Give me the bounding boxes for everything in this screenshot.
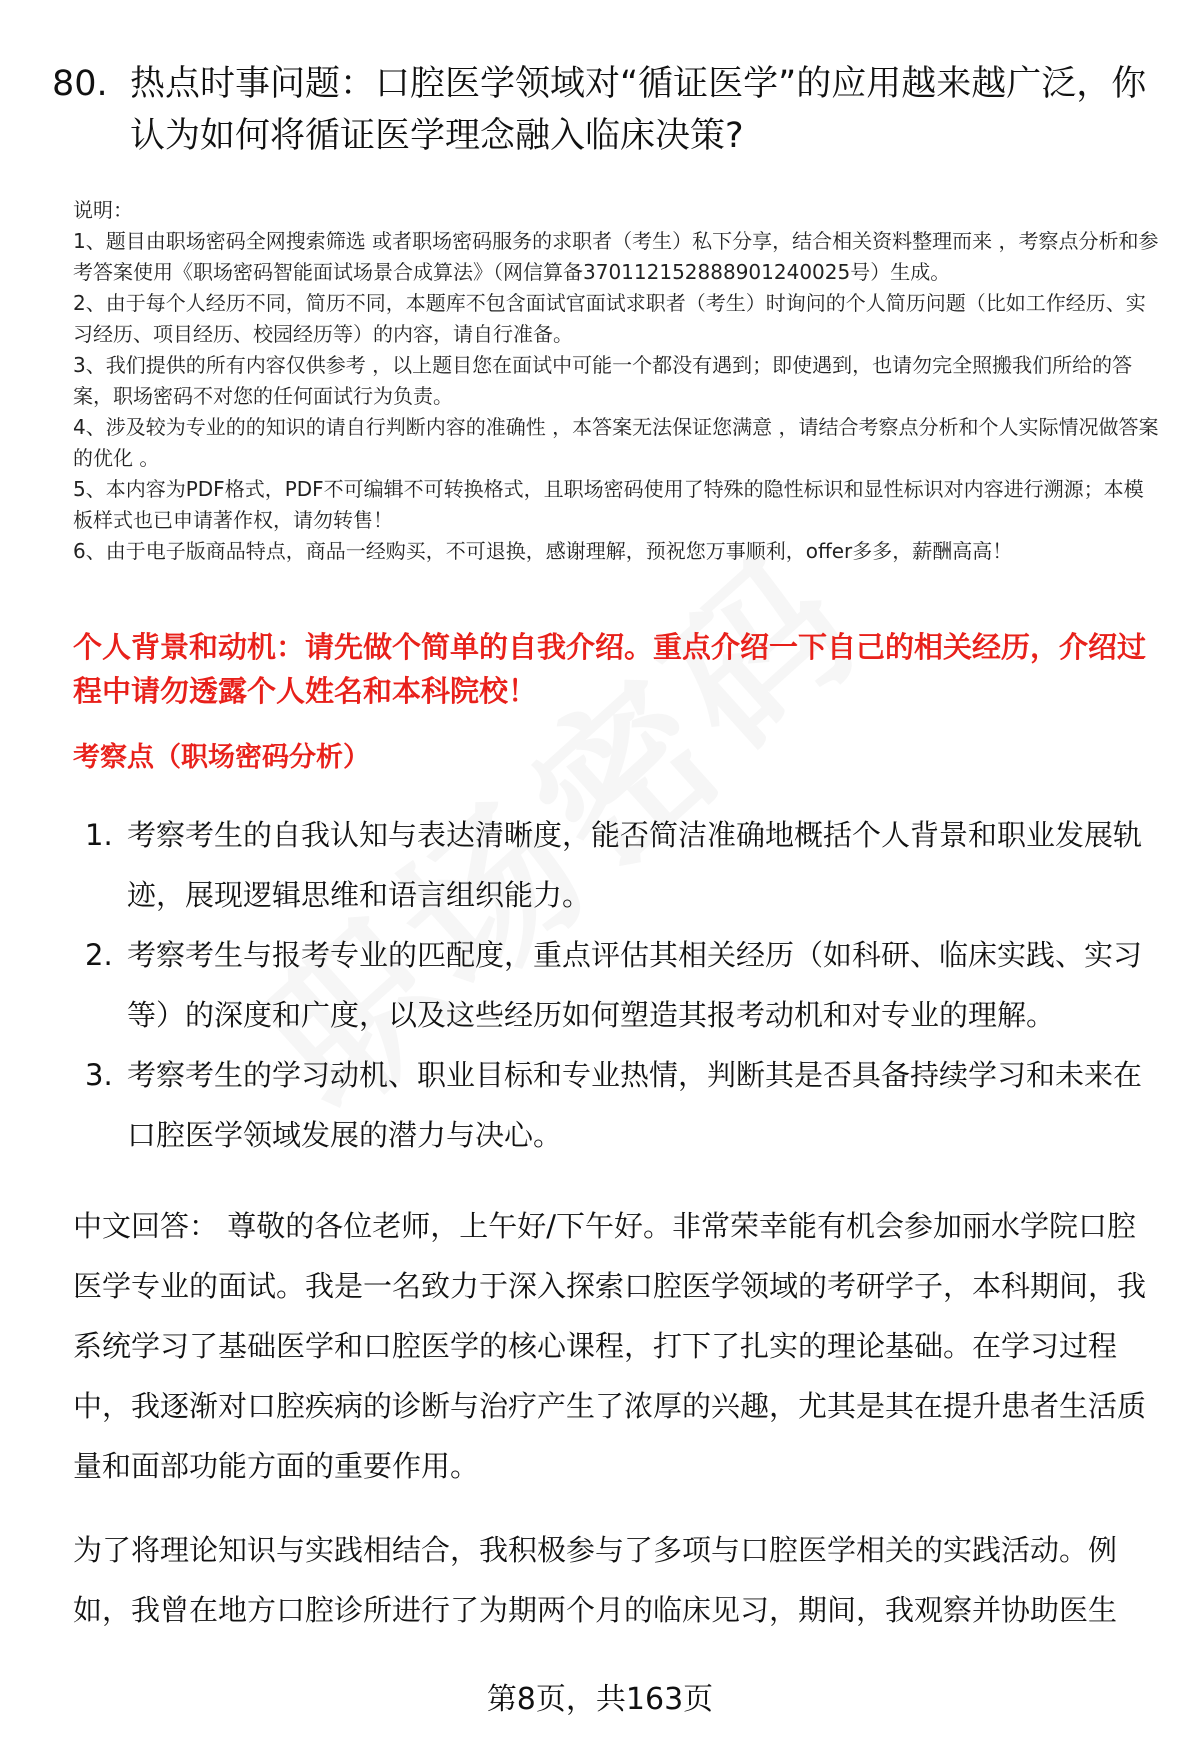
answer-text: 尊敬的各位老师，上午好/下午好。非常荣幸能有机会参加丽水学院口腔医学专业的面试。我是一名致力于深入探索口腔医学领域的考研学子，本科期间，我系统学习了基础医学和口腔医学的核心课程，打下了扎实的理论基础。在学习过程中，我逐渐对口腔疾病的诊断与治疗产生了浓厚的兴趣，尤其是其在提升患者生活质量和面部功能方面的重要作用。 xyxy=(73,1209,1147,1483)
motivation-heading: 个人背景和动机：请先做个简单的自我介绍。重点介绍一下自己的相关经历，介绍过程中请勿透露个人姓名和本科院校！ xyxy=(73,630,1147,708)
exam-points-title: 考察点（职场密码分析） xyxy=(73,742,370,773)
note-item-6: 6、由于电子版商品特点，商品一经购买，不可退换，感谢理解，预祝您万事顺利，offer多多，薪酬高高！ xyxy=(73,539,1013,563)
question-text: 热点时事问题：口腔医学领域对“循证医学”的应用越来越广泛，你认为如何将循证医学理念融入临床决策? xyxy=(130,64,1147,156)
note-item-5: 5、本内容为PDF格式，PDF不可编辑不可转换格式，且职场密码使用了特殊的隐性标识和显性标识对内容进行溯源；本模板样式也已申请著作权，请勿转售！ xyxy=(73,477,1144,532)
exam-point-item xyxy=(73,925,1163,1045)
note-item-2: 2、由于每个人经历不同，简历不同，本题库不包含面试官面试求职者（考生）时询问的个人简历问题（比如工作经历、实习经历、项目经历、校园经历等）的内容，请自行准备。 xyxy=(73,291,1146,346)
exam-points-list xyxy=(73,805,1163,1165)
question-number: 80. xyxy=(52,64,108,104)
answer-paragraph xyxy=(73,1196,1163,1496)
note-item-3: 3、我们提供的所有内容仅供参考 ，以上题目您在面试中可能一个都没有遇到；即使遇到，也请勿完全照搬我们所给的答案，职场密码不对您的任何面试行为负责。 xyxy=(73,353,1133,408)
note-item-4: 4、涉及较为专业的的知识的请自行判断内容的准确性 ，本答案无法保证您满意 ，请结合考察点分析和个人实际情况做答案的优化 。 xyxy=(73,415,1159,470)
exam-point-item xyxy=(73,805,1163,925)
exam-point-text: 考察考生的学习动机、职业目标和专业热情，判断其是否具备持续学习和未来在口腔医学领域发展的潜力与决心。 xyxy=(127,1058,1143,1152)
exam-point-number: 3. xyxy=(85,1058,113,1092)
question-heading xyxy=(52,58,1152,162)
notes-title: 说明： xyxy=(73,198,133,222)
exam-point-text: 考察考生的自我认知与表达清晰度，能否简洁准确地概括个人背景和职业发展轨迹，展现逻辑思维和语言组织能力。 xyxy=(127,818,1143,912)
exam-point-item xyxy=(73,1045,1163,1165)
note-item-1: 1、题目由职场密码全网搜索筛选 或者职场密码服务的求职者（考生）私下分享，结合相关资料整理而来 ，考察点分析和参考答案使用《职场密码智能面试场景合成算法》（网信算备370112152888901240025号）生成。 xyxy=(73,229,1159,284)
exam-point-number: 2. xyxy=(85,938,113,972)
exam-point-text: 考察考生与报考专业的匹配度，重点评估其相关经历（如科研、临床实践、实习等）的深度和广度，以及这些经历如何塑造其报考动机和对专业的理解。 xyxy=(127,938,1143,1032)
notes-section xyxy=(73,195,1163,567)
answer-paragraph-2: 为了将理论知识与实践相结合，我积极参与了多项与口腔医学相关的实践活动。例如，我曾在地方口腔诊所进行了为期两个月的临床见习，期间，我观察并协助医生 xyxy=(73,1533,1118,1627)
exam-point-number: 1. xyxy=(85,818,113,852)
page-footer: 第8页，共163页 xyxy=(486,1682,714,1717)
answer-label: 中文回答： xyxy=(73,1209,219,1243)
